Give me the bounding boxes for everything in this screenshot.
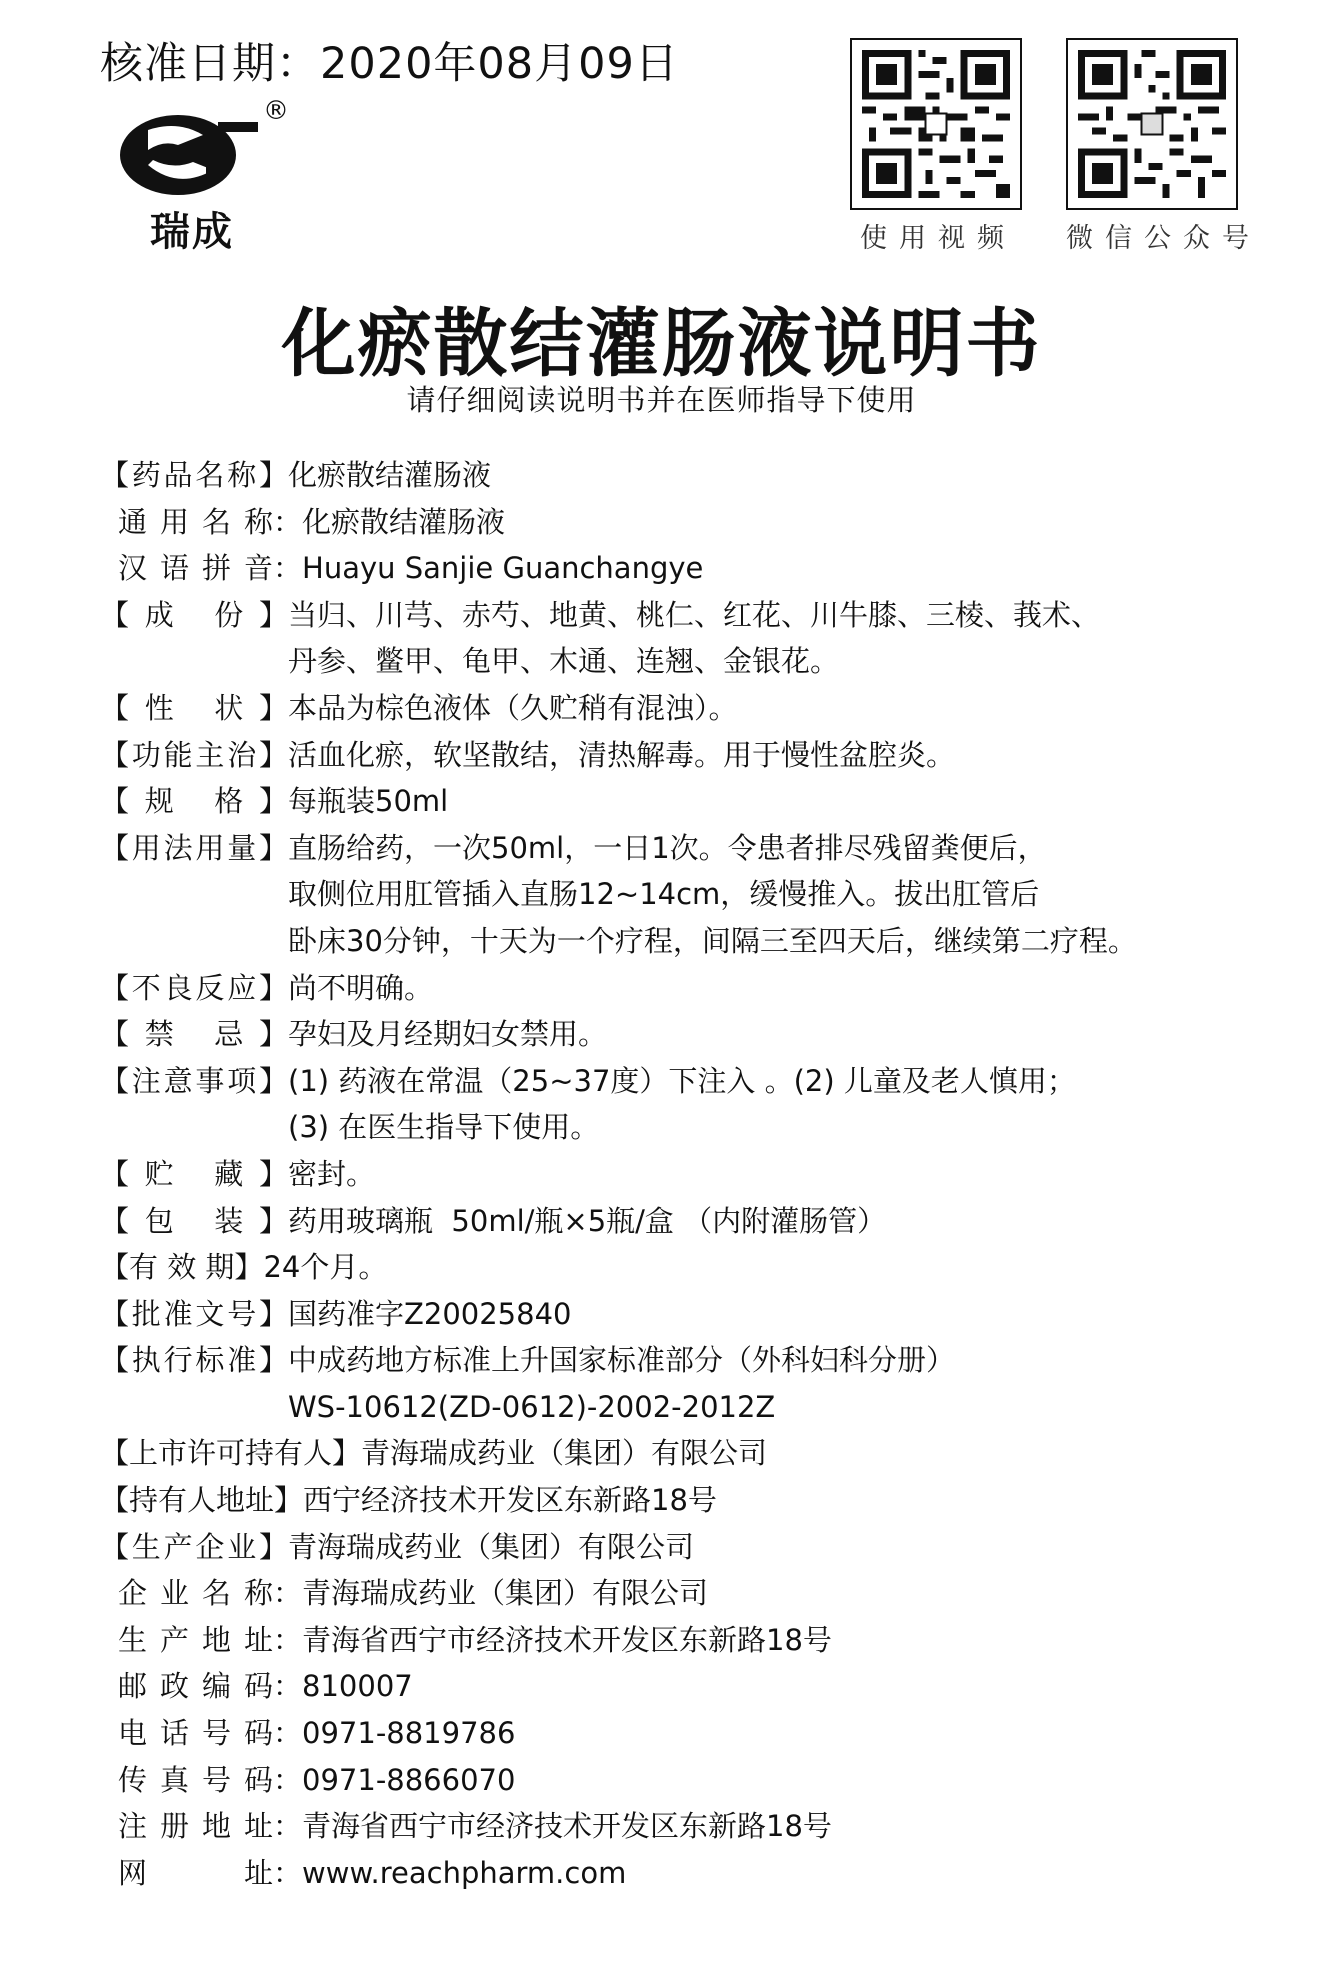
field-value: 孕妇及月经期妇女禁用。 bbox=[288, 1017, 608, 1052]
field-value: 810007 bbox=[302, 1669, 413, 1704]
field-value-continued: 卧床30分钟，十天为一个疗程，间隔三至四天后，继续第二疗程。 bbox=[288, 923, 1137, 958]
qr-code-video-icon bbox=[862, 50, 1010, 198]
colon: ： bbox=[273, 1716, 303, 1751]
field-label: 【有 效 期】 bbox=[100, 1250, 264, 1285]
colon: ： bbox=[273, 1576, 303, 1611]
field-drug-name bbox=[100, 452, 1305, 499]
field-label: 【生产企业】 bbox=[100, 1529, 288, 1564]
field-label: 【上市许可持有人】 bbox=[100, 1436, 362, 1471]
field-value: 国药准字Z20025840 bbox=[288, 1296, 572, 1331]
approval-date: 核准日期：2020年08月09日 bbox=[100, 39, 679, 89]
qr-code-wechat-icon bbox=[1078, 50, 1226, 198]
field-value: 化瘀散结灌肠液 bbox=[302, 504, 506, 539]
field-value: 0971-8866070 bbox=[302, 1762, 516, 1797]
field-generic-name bbox=[100, 499, 1305, 546]
field-value: (1) 药液在常温（25~37度）下注入 。(2) 儿童及老人慎用； bbox=[288, 1063, 1076, 1098]
field-label: 【药品名称】 bbox=[100, 458, 288, 492]
field-value: 密封。 bbox=[288, 1156, 376, 1191]
field-fax bbox=[100, 1757, 1305, 1804]
field-label: 邮政编码 bbox=[118, 1669, 273, 1704]
field-value-continued: 丹参、鳖甲、龟甲、木通、连翘、金银花。 bbox=[288, 644, 840, 679]
field-value: 0971-8819786 bbox=[302, 1716, 516, 1751]
field-license-holder bbox=[100, 1430, 1305, 1477]
field-label: 【批准文号】 bbox=[100, 1296, 288, 1331]
field-label: 【贮 藏】 bbox=[100, 1156, 288, 1191]
field-label: 【用法用量】 bbox=[100, 830, 288, 865]
colon: ： bbox=[273, 1669, 303, 1704]
field-website bbox=[100, 1850, 1305, 1897]
qr-wechat-caption: 微信公众号 bbox=[1066, 223, 1261, 254]
field-value: 本品为棕色液体（久贮稍有混浊）。 bbox=[288, 690, 738, 725]
field-label: 网址 bbox=[118, 1855, 273, 1890]
field-dosage bbox=[100, 825, 1305, 872]
field-production-address bbox=[100, 1617, 1305, 1664]
field-ingredients bbox=[100, 592, 1305, 639]
field-value: 活血化瘀，软坚散结，清热解毒。用于慢性盆腔炎。 bbox=[288, 737, 956, 772]
registered-mark: ® bbox=[263, 96, 289, 126]
qr-wechat[interactable] bbox=[1066, 38, 1261, 255]
document-title: 化瘀散结灌肠液说明书 bbox=[281, 301, 1042, 387]
document-subtitle: 请仔细阅读说明书并在医师指导下使用 bbox=[406, 383, 917, 417]
field-packaging bbox=[100, 1198, 1305, 1245]
field-indications bbox=[100, 732, 1305, 779]
field-value: 青海瑞成药业（集团）有限公司 bbox=[302, 1576, 709, 1611]
field-label: 【持有人地址】 bbox=[100, 1483, 304, 1518]
field-validity bbox=[100, 1244, 1305, 1291]
field-label: 生产地址 bbox=[118, 1622, 273, 1657]
field-label: 【性 状】 bbox=[100, 690, 288, 725]
field-value: 化瘀散结灌肠液 bbox=[288, 458, 492, 492]
field-value: 西宁经济技术开发区东新路18号 bbox=[303, 1483, 717, 1518]
field-precautions bbox=[100, 1058, 1305, 1105]
brand-name: 瑞成 bbox=[150, 209, 234, 255]
field-label: 【包 装】 bbox=[100, 1203, 288, 1238]
field-approval-number bbox=[100, 1291, 1305, 1338]
field-phone bbox=[100, 1710, 1305, 1757]
field-company-name bbox=[100, 1570, 1305, 1617]
field-value-continued: (3) 在医生指导下使用。 bbox=[288, 1110, 600, 1145]
field-label: 【成 份】 bbox=[100, 597, 288, 632]
qr-video-caption: 使用视频 bbox=[860, 223, 1016, 254]
colon: ： bbox=[273, 504, 303, 539]
field-label: 【功能主治】 bbox=[100, 737, 288, 772]
colon: ： bbox=[273, 1809, 303, 1844]
field-value: 当归、川芎、赤芍、地黄、桃仁、红花、川牛膝、三棱、莪术、 bbox=[288, 597, 1101, 632]
field-standard bbox=[100, 1337, 1305, 1384]
field-value: 青海瑞成药业（集团）有限公司 bbox=[288, 1529, 695, 1564]
field-value: 青海省西宁市经济技术开发区东新路18号 bbox=[302, 1809, 832, 1844]
field-label: 汉语拼音 bbox=[118, 551, 273, 586]
field-label: 注册地址 bbox=[118, 1809, 273, 1844]
field-storage bbox=[100, 1151, 1305, 1198]
field-value: 青海省西宁市经济技术开发区东新路18号 bbox=[302, 1622, 832, 1657]
field-label: 【不良反应】 bbox=[100, 970, 288, 1005]
field-pinyin bbox=[100, 545, 1305, 592]
field-value: 每瓶装50ml bbox=[288, 784, 449, 819]
field-adverse-reactions bbox=[100, 965, 1305, 1012]
field-label: 企业名称 bbox=[118, 1576, 273, 1611]
colon: ： bbox=[273, 551, 303, 586]
field-value: Huayu Sanjie Guanchangye bbox=[302, 551, 704, 586]
field-label: 通用名称 bbox=[118, 504, 273, 539]
field-holder-address bbox=[100, 1477, 1305, 1524]
colon: ： bbox=[273, 1762, 303, 1797]
field-character bbox=[100, 685, 1305, 732]
field-contraindications bbox=[100, 1011, 1305, 1058]
field-label: 【执行标准】 bbox=[100, 1343, 288, 1378]
colon: ： bbox=[273, 1622, 303, 1657]
field-label: 【注意事项】 bbox=[100, 1063, 288, 1098]
field-value: 药用玻璃瓶 50ml/瓶×5瓶/盒 （内附灌肠管） bbox=[288, 1203, 887, 1238]
field-value-continued: 取侧位用肛管插入直肠12~14cm，缓慢推入。拔出肛管后 bbox=[288, 877, 1040, 912]
field-label: 【规 格】 bbox=[100, 784, 288, 819]
field-manufacturer bbox=[100, 1524, 1305, 1571]
field-value: 中成药地方标准上升国家标准部分（外科妇科分册） bbox=[288, 1343, 956, 1378]
field-value: 尚不明确。 bbox=[288, 970, 434, 1005]
field-label: 【禁 忌】 bbox=[100, 1017, 288, 1052]
field-value-continued: WS-10612(ZD-0612)-2002-2012Z bbox=[288, 1389, 776, 1424]
leaflet-body bbox=[100, 452, 1305, 1896]
field-value: 24个月。 bbox=[263, 1250, 388, 1285]
website-link[interactable]: www.reachpharm.com bbox=[302, 1855, 627, 1890]
colon: ： bbox=[273, 1855, 303, 1890]
qr-video[interactable] bbox=[850, 38, 1026, 255]
field-value: 青海瑞成药业（集团）有限公司 bbox=[361, 1436, 768, 1471]
field-label: 传真号码 bbox=[118, 1762, 273, 1797]
field-registered-address bbox=[100, 1803, 1305, 1850]
field-value: 直肠给药，一次50ml，一日1次。令患者排尽残留粪便后， bbox=[288, 830, 1047, 865]
brand-logo-mark bbox=[118, 100, 268, 210]
field-label: 电话号码 bbox=[118, 1716, 273, 1751]
field-specification bbox=[100, 778, 1305, 825]
field-postcode bbox=[100, 1663, 1305, 1710]
